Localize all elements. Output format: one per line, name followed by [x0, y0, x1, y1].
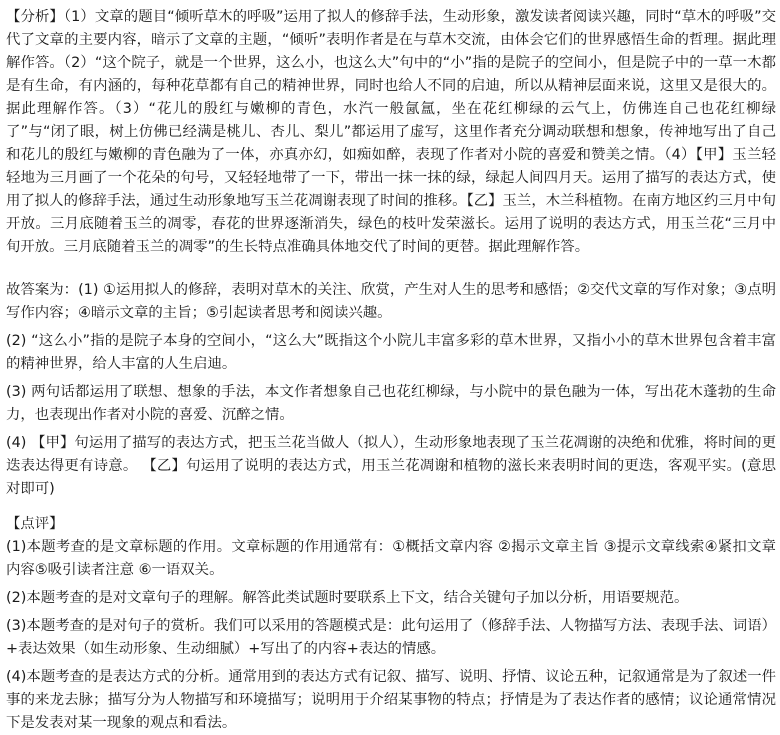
spacer: [6, 501, 776, 513]
answer-item-3: (3) 两句话都运用了联想、想象的手法，本文作者想象自己也花红柳绿，与小院中的景色融为一体，写出花木蓬勃的生命力，也表现出作者对小院的喜爱、沉醉之情。: [6, 384, 776, 423]
comment-section: [6, 513, 776, 735]
comment-item-3: (3)本题考查的是对句子的赏析。我们可以采用的答题模式是：此句运用了（修辞手法、人物描写方法、表现手法、词语）+表达效果（如生动形象、生动细腻）+写出了的内容+表达的情感。: [6, 618, 776, 657]
comment-item-1: (1)本题考查的是文章标题的作用。文章标题的作用通常有：①概括文章内容 ②揭示文章主旨 ③提示文章线索④紧扣文章内容⑤吸引读者注意 ⑥一语双关。: [6, 539, 776, 578]
spacer: [6, 259, 776, 279]
comment-item-4: (4)本题考查的是表达方式的分析。通常用到的表达方式有记叙、描写、说明、抒情、议论五种，记叙通常是为了叙述一件事的来龙去脉；描写分为人物描写和环境描写；说明用于介绍某事物的特点；抒情是为了表达作者的感情；议论通常情况下是发表对某一现象的观点和看法。: [6, 669, 776, 731]
answer-section: [6, 279, 776, 501]
answer-item-1: 故答案为：(1) ①运用拟人的修辞，表明对草木的关注、欣赏，产生对人生的思考和感悟；②交代文章的写作对象；③点明写作内容；④暗示文章的主旨；⑤引起读者思考和阅读兴趣。: [6, 282, 776, 321]
analysis-paragraph: 【分析】（1）文章的题目“倾听草木的呼吸”运用了拟人的修辞手法，生动形象，激发读者阅读兴趣，同时“草木的呼吸”交代了文章的主要内容，暗示了文章的主题，“倾听”表明作者是在与草木交流，由体会它们的世界感悟生命的哲理。据此理解作答。（2）“这个院子，就是一个世界，这么小，也这么大”句中的“小”指的是院子的空间小，但是院子中的一草一木都是有生命，有内涵的，每种花草都有自己的精神世界，同时也给人不同的启迪，所以从精神层面来说，这里又是很大的。据此理解作答。（3）“花儿的殷红与嫩柳的青色，水汽一般氤氲，坐在花红柳绿的云气上，仿佛连自己也花红柳绿了”与“闭了眼，树上仿佛已经满是桃儿、杏儿、梨儿”都运用了虚写，这里作者充分调动联想和想象，传神地写出了自己和花儿的殷红与嫩柳的青色融为了一体，亦真亦幻，如痴如醉，表现了作者对小院的喜爱和赞美之情。（4）【甲】玉兰轻轻地为三月画了一个花朵的句号，又轻轻地带了一下，带出一抹一抹的绿，绿起人间四月天。运用了描写的表达方式，使用了拟人的修辞手法，通过生动形象地写玉兰花凋谢表现了时间的推移。【乙】玉兰，木兰科植物。在南方地区约三月中旬开放。三月底随着玉兰的凋零，春花的世界逐渐消失，绿色的枝叶发荣滋长。运用了说明的表达方式，用玉兰花“三月中旬开放。三月底随着玉兰的凋零”的生长特点准确具体地交代了时间的更替。据此理解作答。: [6, 9, 776, 255]
comment-heading: 【点评】: [6, 516, 64, 532]
comment-item-2: (2)本题考查的是对文章句子的理解。解答此类试题时要联系上下文，结合关键句子加以分析，用语要规范。: [6, 590, 689, 606]
answer-item-2: (2) “这么小”指的是院子本身的空间小，“这么大”既指这个小院儿丰富多彩的草木世界，又指小小的草木世界包含着丰富的精神世界，给人丰富的人生启迪。: [6, 333, 776, 372]
answer-item-4: (4) 【甲】句运用了描写的表达方式，把玉兰花当做人（拟人），生动形象地表现了玉兰花凋谢的决绝和优雅，将时间的更迭表达得更有诗意。 【乙】句运用了说明的表达方式，用玉兰花凋谢和植物的滋长来表明时间的更迭，客观平实。(意思对即可): [6, 435, 776, 497]
